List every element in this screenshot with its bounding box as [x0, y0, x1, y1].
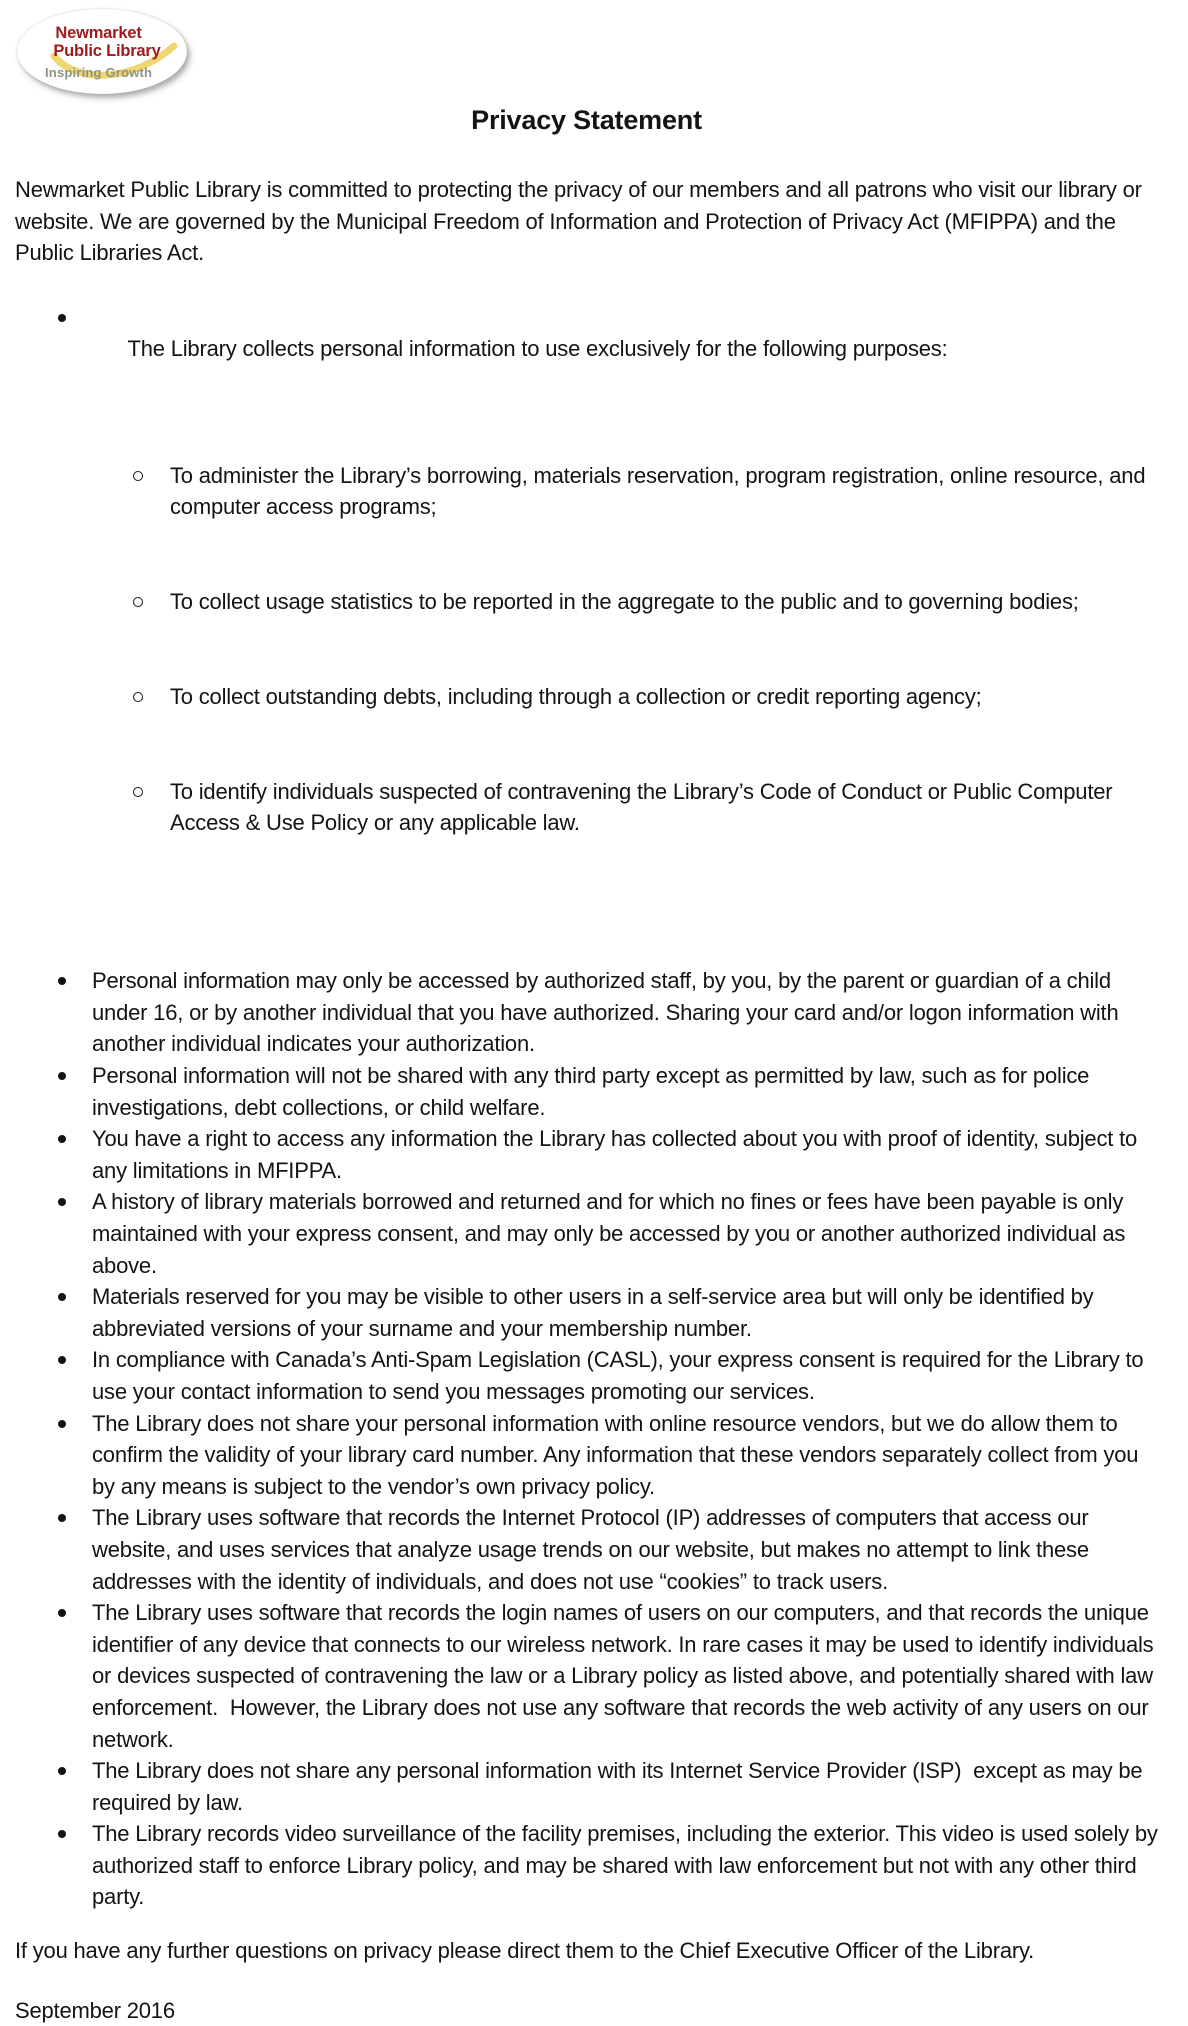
logo-name [43, 25, 160, 60]
list-item-text: The Library collects personal information to use exclusively for the following purposes: [127, 336, 948, 362]
logo-name-line2: Public Library [53, 41, 161, 60]
date-footer: September 2016 [15, 1997, 175, 2023]
logo-tagline: Inspiring Growth [45, 65, 153, 80]
sublist-item: To collect usage statistics to be reported in the aggregate to the public and to governing bodies; [170, 586, 1158, 618]
list-item: Personal information will not be shared with any third party except as permitted by law, such as for police investigations, debt collections, or child welfare. [92, 1060, 1158, 1123]
logo-name-line1: Newmarket [55, 24, 142, 42]
list-item: In compliance with Canada’s Anti-Spam Legislation (CASL), your express consent is required for the Library to use your contact information to send you messages promoting our services. [92, 1344, 1158, 1407]
list-item: The Library uses software that records the Internet Protocol (IP) addresses of computers that access our website, and uses services that analyze usage trends on our website, but makes no attempt to link these addresses with the identity of individuals, and does not use “cookies” to track users. [92, 1502, 1158, 1597]
list-item: You have a right to access any information the Library has collected about you with proof of identity, subject to any limitations in MFIPPA. [92, 1123, 1158, 1186]
list-item: Personal information may only be accessed by authorized staff, by you, by the parent or guardian of a child under 16, or by another individual that you have authorized. Sharing your card and/or logon information with another individual indicates your authorization. [92, 965, 1158, 1060]
sublist-item: To collect outstanding debts, including through a collection or credit reporting agency; [170, 681, 1158, 713]
library-logo [17, 9, 187, 94]
page-title: Privacy Statement [471, 105, 702, 135]
list-item: The Library uses software that records the login names of users on our computers, and that records the unique identifier of any device that connects to our wireless network. In rare cases it may be used to identify individuals or devices suspected of contravening the law or a Library policy as listed above, and potentially shared with law enforcement. However, the Library does not use any software that records the web activity of any users on our network. [92, 1597, 1158, 1755]
list-item: The Library does not share your personal information with online resource vendors, but we do allow them to confirm the validity of your library card number. Any information that these vendors separately collect from you by any means is subject to the vendor’s own privacy policy. [92, 1408, 1158, 1503]
sublist-item: To identify individuals suspected of contravening the Library’s Code of Conduct or Public Computer Access & Use Policy or any applicable law. [170, 776, 1158, 839]
privacy-points-list [15, 302, 1164, 1913]
list-item: A history of library materials borrowed and returned and for which no fines or fees have been payable is only maintained with your express consent, and may only be accessed by you or another authorized individual as above. [92, 1186, 1158, 1281]
sublist-item: To administer the Library’s borrowing, materials reservation, program registration, online resource, and computer access programs; [170, 460, 1158, 523]
list-item: The Library records video surveillance of the facility premises, including the exterior. This video is used solely by authorized staff to enforce Library policy, and may be shared with law enforcement but not with any other third party. [92, 1818, 1158, 1913]
intro-paragraph: Newmarket Public Library is committed to protecting the privacy of our members and all patrons who visit our library or website. We are governed by the Municipal Freedom of Information and Protection of Privacy Act (MFIPPA) and the Public Libraries Act. [15, 177, 1148, 266]
list-item [92, 302, 1158, 965]
purposes-sublist [92, 397, 1158, 903]
logo-oval [17, 9, 187, 94]
list-item: The Library does not share any personal information with its Internet Service Provider (ISP) except as may be required by law. [92, 1755, 1158, 1818]
closing-paragraph: If you have any further questions on privacy please direct them to the Chief Executive Officer of the Library. [15, 1938, 1035, 1964]
list-item: Materials reserved for you may be visible to other users in a self-service area but will only be identified by abbreviated versions of your surname and your membership number. [92, 1281, 1158, 1344]
